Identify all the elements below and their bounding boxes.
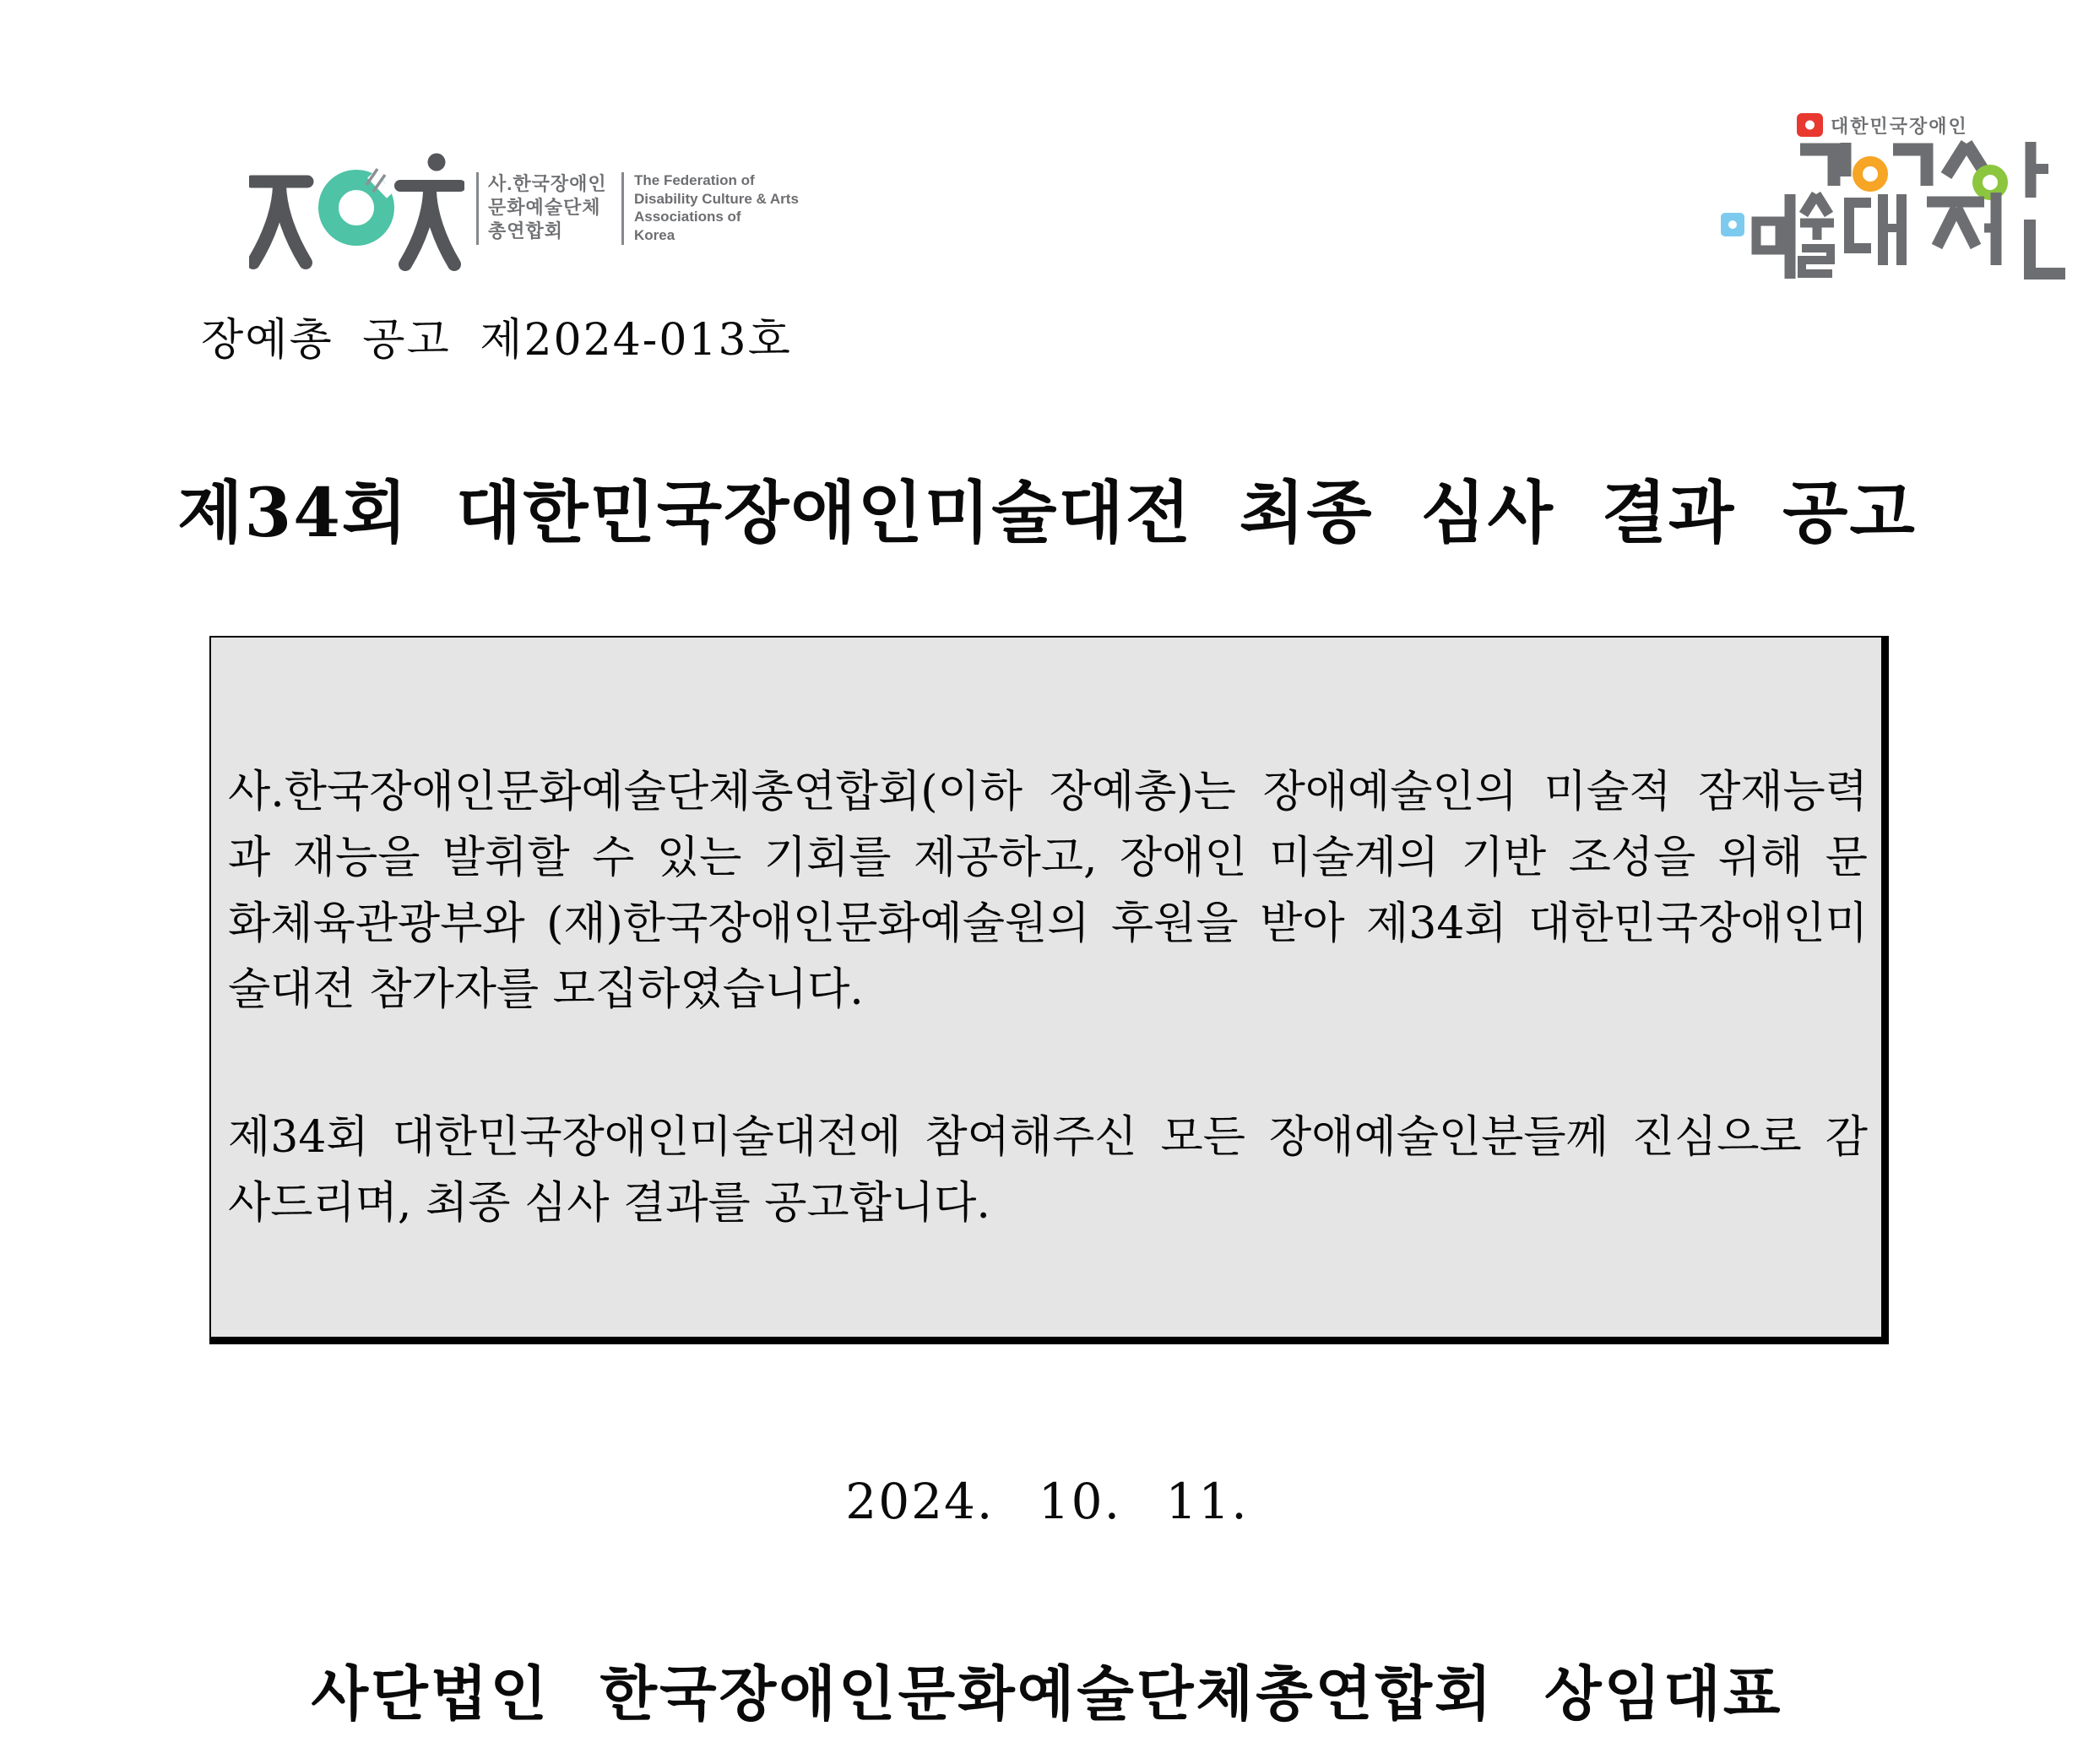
logo-divider [476,172,479,245]
logo-english-name-line: The Federation of [634,172,755,188]
art-exhibition-logo-icon [1706,95,2069,285]
notice-text-line: 사.한국장애인문화예술단체총연합회(이하 장예총)는 장애예술인의 미술적 잠재능력 [228,767,1868,817]
logo-korean-name [488,172,611,243]
notice-text-line: 제34회 대한민국장애인미술대전에 참여해주신 모든 장애예술인분들께 진심으로 감 [228,1112,1868,1163]
logo-english-name [634,171,824,244]
green-circle-icon [1977,170,2003,195]
notice-text-line: 과 재능을 발휘할 수 있는 기회를 제공하고, 장애인 미술계의 기반 조성을 위해 문 [228,833,1868,883]
announcement-date: 2024. 10. 11. [845,1473,1249,1530]
logo-korean-name-line: 문화예술단체 [488,197,601,218]
federation-logo [249,152,824,274]
notice-paragraph [228,759,1868,1023]
logo-english-name-line: Associations of [634,209,741,225]
right-logo-caption: 대한민국장애인 [1831,116,1968,137]
federation-logo-mark-icon [249,152,464,274]
notice-text-line: 화체육관광부와 (재)한국장애인문화예술원의 후원을 받아 제34회 대한민국장애인미 [228,898,1868,949]
notice-text-line: 사드리며, 최종 심사 결과를 공고합니다. [228,1178,990,1229]
logo-divider [621,172,624,245]
signature-line: 사단법인 한국장애인문화예술단체총연합회 상임대표 [311,1658,1783,1729]
logo-english-name-line: Korea [634,226,675,243]
logo-korean-name-line: 총연합회 [488,220,564,242]
notice-paragraph [228,1105,1868,1236]
notice-box [209,636,1889,1344]
notice-text-line: 술대전 참가자를 모집하였습니다. [228,964,864,1015]
notice-number: 장예총 공고 제2024-013호 [201,315,792,366]
art-exhibition-logo [1706,95,2069,285]
page-title: 제34회 대한민국장애인미술대전 최종 심사 결과 공고 [177,473,1917,552]
logo-english-name-line: Disability Culture & Arts [634,190,799,207]
orange-circle-icon [1858,161,1883,187]
logo-korean-name-line: 사.한국장애인 [488,173,607,194]
